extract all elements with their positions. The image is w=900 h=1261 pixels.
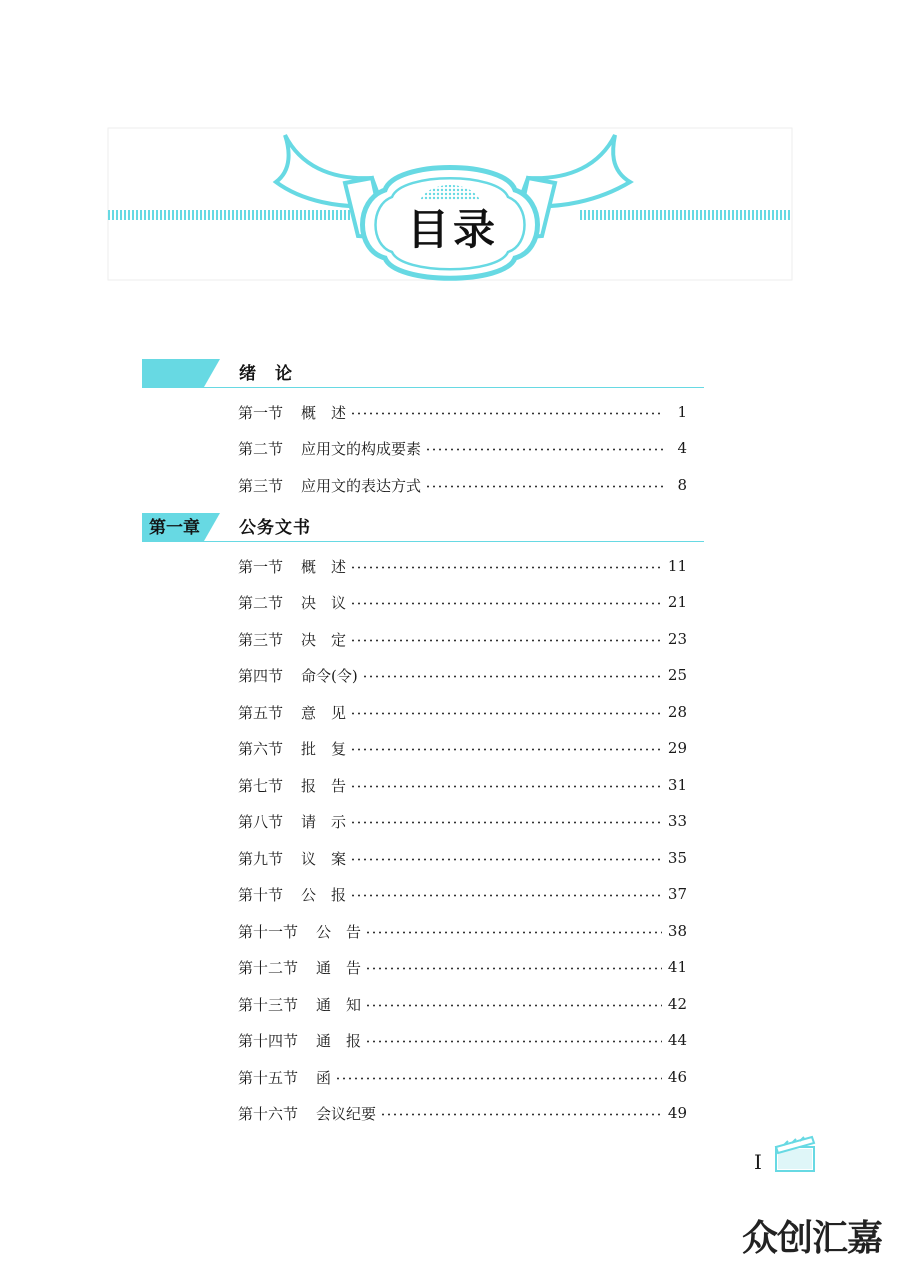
toc-entry[interactable]: [238, 993, 687, 1015]
dot-leader: [362, 675, 662, 678]
page-number: 44: [667, 1031, 687, 1049]
dot-leader: [350, 858, 662, 861]
section-title: 会议纪要: [316, 1104, 377, 1123]
page-number: 46: [667, 1068, 687, 1086]
toc-entry[interactable]: [238, 664, 687, 686]
section-number: 第十五节: [238, 1068, 299, 1087]
section-number: 第十三节: [238, 995, 299, 1014]
chapter-rule: [142, 541, 704, 542]
page-number: 4: [677, 439, 687, 457]
section-title: 应用文的构成要素: [301, 439, 422, 458]
section-number: 第七节: [238, 776, 284, 795]
section-title: 通 告: [316, 958, 362, 977]
section-title: 请 示: [301, 812, 347, 831]
section-number: 第十二节: [238, 958, 299, 977]
chapter-tab-slant: [204, 359, 220, 387]
chapter-title: 绪 论: [239, 364, 293, 384]
chapter-header-intro: [142, 359, 704, 387]
toc-entry[interactable]: [238, 956, 687, 978]
toc-entry[interactable]: [238, 774, 687, 796]
section-number: 第六节: [238, 739, 284, 758]
section-title: 决 议: [301, 593, 347, 612]
section-number: 第二节: [238, 593, 284, 612]
section-title: 通 报: [316, 1031, 362, 1050]
toc-entry[interactable]: [238, 1066, 687, 1088]
section-number: 第十六节: [238, 1104, 299, 1123]
section-title: 批 复: [301, 739, 347, 758]
dot-leader: [365, 1040, 662, 1043]
section-title: 公 告: [316, 922, 362, 941]
dot-leader: [350, 894, 662, 897]
toc-entry[interactable]: [238, 1102, 687, 1124]
page-number: 38: [667, 922, 687, 940]
toc-entry[interactable]: [238, 401, 687, 423]
section-number: 第二节: [238, 439, 284, 458]
section-number: 第一节: [238, 403, 284, 422]
page-number: 37: [667, 885, 687, 903]
dot-leader: [365, 1004, 662, 1007]
section-title: 议 案: [301, 849, 347, 868]
section-number: 第十节: [238, 885, 284, 904]
section-number: 第十四节: [238, 1031, 299, 1050]
section-number: 第五节: [238, 703, 284, 722]
page-number: 31: [667, 776, 687, 794]
section-number: 第八节: [238, 812, 284, 831]
dot-leader: [350, 602, 662, 605]
section-title: 应用文的表达方式: [301, 476, 422, 495]
clapperboard-icon: [772, 1133, 820, 1175]
page-title: 目录: [406, 205, 499, 254]
page-number: 25: [667, 666, 687, 684]
dot-leader: [365, 967, 662, 970]
dot-leader: [335, 1077, 662, 1080]
page-number: 29: [667, 739, 687, 757]
toc-entry[interactable]: [238, 883, 687, 905]
dot-leader: [350, 785, 662, 788]
page-number: 21: [667, 593, 687, 611]
toc-entry[interactable]: [238, 737, 687, 759]
section-title: 决 定: [301, 630, 347, 649]
section-title: 函: [316, 1068, 332, 1087]
dot-leader: [350, 712, 662, 715]
toc-entry[interactable]: [238, 847, 687, 869]
page-number: 11: [667, 557, 687, 575]
page-number: 42: [667, 995, 687, 1013]
chapter-title: 公务文书: [239, 518, 311, 538]
toc-entry[interactable]: [238, 1029, 687, 1051]
toc-entry[interactable]: [238, 810, 687, 832]
section-title: 概 述: [301, 557, 347, 576]
page-number: 41: [667, 958, 687, 976]
dot-leader: [425, 485, 663, 488]
dot-leader: [365, 931, 662, 934]
dot-leader: [350, 821, 662, 824]
chapter-header-1: [142, 513, 704, 541]
section-number: 第九节: [238, 849, 284, 868]
toc-entry[interactable]: [238, 920, 687, 942]
chapter-tab-slant: [204, 513, 220, 541]
section-title: 意 见: [301, 703, 347, 722]
page-number: 28: [667, 703, 687, 721]
section-number: 第四节: [238, 666, 284, 685]
dot-leader: [380, 1113, 662, 1116]
dot-leader: [350, 748, 662, 751]
page-number: 1: [677, 403, 687, 421]
toc-entry[interactable]: [238, 437, 687, 459]
chapter-tab: [142, 359, 204, 387]
page-number: 23: [667, 630, 687, 648]
section-title: 命令(令): [301, 666, 358, 685]
section-number: 第一节: [238, 557, 284, 576]
page-number: 33: [667, 812, 687, 830]
dot-leader: [350, 639, 662, 642]
section-title: 通 知: [316, 995, 362, 1014]
section-title: 概 述: [301, 403, 347, 422]
dot-leader: [350, 412, 663, 415]
toc-entry[interactable]: [238, 628, 687, 650]
section-number: 第三节: [238, 630, 284, 649]
page-number: 49: [667, 1104, 687, 1122]
section-number: 第十一节: [238, 922, 299, 941]
toc-entry[interactable]: [238, 555, 687, 577]
folio-page-number: I: [754, 1150, 762, 1174]
chapter-tab: 第一章: [142, 513, 204, 541]
toc-entry[interactable]: [238, 474, 687, 496]
dot-leader: [350, 566, 662, 569]
section-title: 公 报: [301, 885, 347, 904]
section-number: 第三节: [238, 476, 284, 495]
toc-entry[interactable]: [238, 591, 687, 613]
dot-leader: [425, 448, 663, 451]
chapter-rule: [142, 387, 704, 388]
page-number: 35: [667, 849, 687, 867]
page-number: 8: [677, 476, 687, 494]
toc-entry[interactable]: [238, 701, 687, 723]
section-title: 报 告: [301, 776, 347, 795]
watermark: 众创汇嘉: [742, 1218, 883, 1259]
